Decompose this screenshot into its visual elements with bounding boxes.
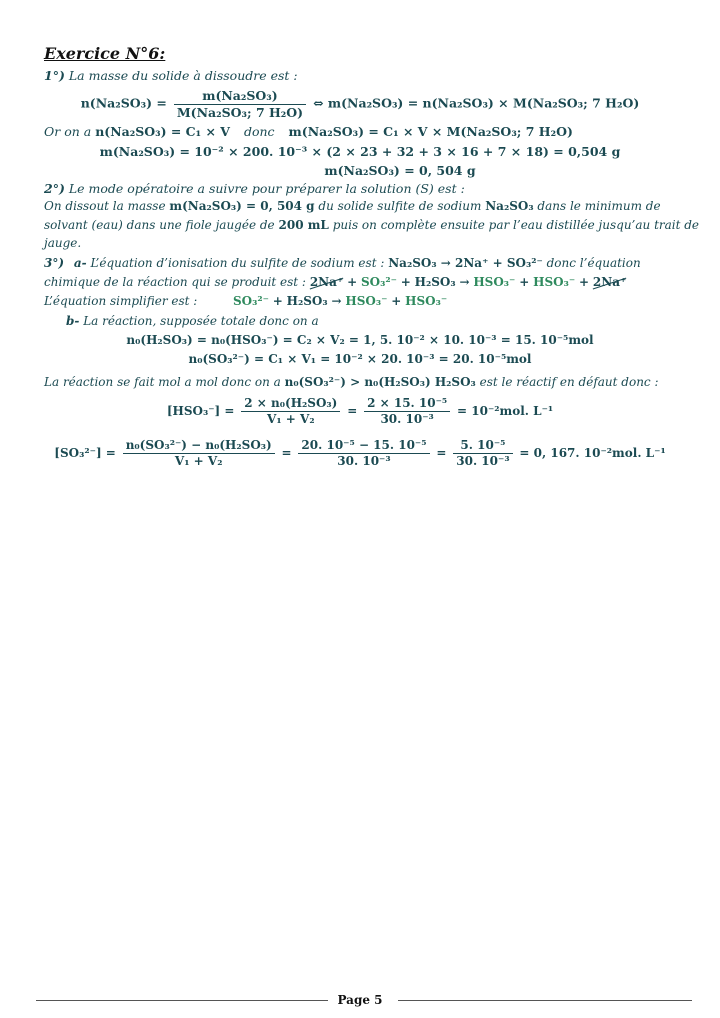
q1-eq1-fraction: [174, 88, 306, 120]
page-number: Page 5: [337, 993, 383, 1007]
q2-l2c: puis on complète ensuite par l’eau distillée jusqu’au trait de: [332, 218, 700, 232]
hso3-num1: 2 × n₀(H₂SO₃): [244, 396, 338, 410]
hso3-result: = 10⁻²mol. L⁻¹: [457, 404, 554, 418]
q1-eq1-den: M(Na₂SO₃; 7 H₂O): [174, 104, 306, 121]
footer-rule-right: [398, 1000, 692, 1001]
hso3-concentration: [0, 396, 720, 427]
q3a-simp-hso3: HSO₃⁻: [405, 294, 448, 308]
q3a-simp-text: L’équation simplifier est :: [44, 294, 198, 308]
q2-l1d: Na₂SO₃: [485, 199, 534, 213]
q1-result-text: m(Na₂SO₃) = 0, 504 g: [324, 163, 476, 178]
q3b-reaction: [44, 375, 659, 389]
so3-concentration: [0, 438, 720, 469]
q2-l1c: du solide sulfite de sodium: [318, 199, 482, 213]
arrow-icon: →: [459, 275, 470, 289]
arrow-icon: →: [331, 294, 342, 308]
q1-calc-text: m(Na₂SO₃) = 10⁻² × 200. 10⁻³ × (2 × 23 + 32 + 3 × 16 + 7 × 18) = 0,504 g: [99, 144, 621, 159]
q3b-eq1: [0, 333, 720, 347]
q3a-na-struck: 2Na⁺: [309, 275, 344, 289]
q3b-eq2: [0, 352, 720, 366]
q3b-eq1-text: n₀(H₂SO₃) = n₀(HSO₃⁻) = C₂ × V₂ = 1, 5. 10⁻² × 10. 10⁻³ = 15. 10⁻⁵mol: [126, 333, 594, 347]
q2-l3: jauge.: [44, 236, 82, 250]
q2-text: Le mode opératoire a suivre pour préparer la solution (S) est :: [68, 181, 465, 196]
hso3-den2: 30. 10⁻³: [364, 411, 450, 427]
exercise-title: Exercice N°6:: [44, 44, 166, 63]
equals-sign: =: [347, 404, 358, 418]
q1-text: La masse du solide à dissoudre est :: [68, 68, 298, 83]
q1-intro: [44, 68, 298, 83]
q3b-intro: [66, 314, 319, 328]
q3b-react-b: n₀(SO₃²⁻) > n₀(H₂SO₃) H₂SO₃: [284, 375, 476, 389]
plus-sign: +: [519, 275, 530, 289]
q3a-line1: [44, 256, 641, 270]
so3-num3: 5. 10⁻⁵: [460, 438, 506, 452]
q3a-simp-h2so3: H₂SO₃: [286, 294, 328, 308]
plus-sign: +: [347, 275, 358, 289]
q1-or-eq2: m(Na₂SO₃) = C₁ × V × M(Na₂SO₃; 7 H₂O): [288, 124, 573, 139]
q1-calc: [0, 144, 720, 159]
q1-label: 1°): [44, 68, 65, 83]
q3a-line2-text: chimique de la réaction qui se produit est :: [44, 275, 306, 289]
q2-line3: [44, 236, 81, 250]
q3a-eq: Na₂SO₃ → 2Na⁺ + SO₃²⁻: [388, 256, 543, 270]
plus-sign: +: [578, 275, 590, 289]
q2-l2a: solvant (eau) dans une fiole jaugée de: [44, 218, 275, 232]
q2-l1a: On dissout la masse: [44, 199, 166, 213]
plus-sign: +: [400, 275, 411, 289]
q2-line1: [44, 199, 661, 213]
so3-frac2: [298, 438, 429, 469]
so3-frac1: [123, 438, 275, 469]
hso3-lhs: [HSO₃⁻] =: [166, 404, 235, 418]
q1-eq1-lhs: n(Na₂SO₃) =: [80, 95, 167, 111]
hso3-den1: V₁ + V₂: [241, 411, 340, 427]
q3a-simplified: [44, 294, 447, 308]
q1-or-line: [44, 124, 573, 139]
q3b-react-a: La réaction se fait mol a mol donc on a: [44, 375, 281, 389]
q2-l1e: dans le minimum de: [537, 199, 661, 213]
q3a-label: a-: [73, 256, 87, 270]
q3b-eq2-text: n₀(SO₃²⁻) = C₁ × V₁ = 10⁻² × 20. 10⁻³ = 20. 10⁻⁵mol: [188, 352, 532, 366]
q3a-na-struck: 2Na⁺: [592, 275, 627, 289]
so3-lhs: [SO₃²⁻] =: [54, 446, 116, 460]
q3-label: 3°): [44, 256, 65, 270]
q3a-text: L’équation d’ionisation du sulfite de sodium est :: [90, 256, 385, 270]
q2-l2b: 200 mL: [278, 218, 329, 232]
equals-sign: =: [436, 446, 447, 460]
q3a-hso3: HSO₃⁻: [533, 275, 576, 289]
so3-num1: n₀(SO₃²⁻) − n₀(H₂SO₃): [125, 438, 272, 452]
q1-eq1-rhs: ⇔ m(Na₂SO₃) = n(Na₂SO₃) × M(Na₂SO₃; 7 H₂O): [313, 95, 640, 111]
so3-frac3: [453, 438, 512, 469]
q2-line2: [44, 218, 699, 232]
q2-l1b: m(Na₂SO₃) = 0, 504 g: [169, 199, 315, 213]
q3a-line2: [44, 275, 626, 289]
q3b-label: b-: [66, 314, 80, 328]
equals-sign: =: [281, 446, 292, 460]
so3-den3: 30. 10⁻³: [453, 453, 512, 469]
q2-label: 2°): [44, 181, 65, 196]
q1-eq1: [0, 88, 720, 120]
q3a-h2so3: H₂SO₃: [414, 275, 456, 289]
q3a-simp-hso3: HSO₃⁻: [345, 294, 388, 308]
so3-num2: 20. 10⁻⁵ − 15. 10⁻⁵: [301, 438, 427, 452]
hso3-frac1: [241, 396, 340, 427]
q1-donc: donc: [243, 124, 275, 139]
q1-or-eq1: n(Na₂SO₃) = C₁ × V: [95, 124, 230, 139]
q3a-simp-so3: SO₃²⁻: [232, 294, 269, 308]
so3-result: = 0, 167. 10⁻²mol. L⁻¹: [519, 446, 666, 460]
so3-den2: 30. 10⁻³: [298, 453, 429, 469]
plus-sign: +: [272, 294, 283, 308]
q3b-text: La réaction, supposée totale donc on a: [83, 314, 319, 328]
q2-intro: [44, 181, 465, 196]
hso3-num2: 2 × 15. 10⁻⁵: [367, 396, 448, 410]
plus-sign: +: [391, 294, 402, 308]
q1-result: [0, 163, 720, 178]
q1-eq1-num: m(Na₂SO₃): [202, 88, 278, 103]
q3b-react-c: est le réactif en défaut donc :: [479, 375, 659, 389]
q3a-hso3: HSO₃⁻: [473, 275, 516, 289]
hso3-frac2: [364, 396, 450, 427]
q3a-text2: donc l’équation: [546, 256, 641, 270]
so3-den1: V₁ + V₂: [123, 453, 275, 469]
q3a-so3: SO₃²⁻: [360, 275, 397, 289]
q1-or-text: Or on a: [44, 124, 92, 139]
